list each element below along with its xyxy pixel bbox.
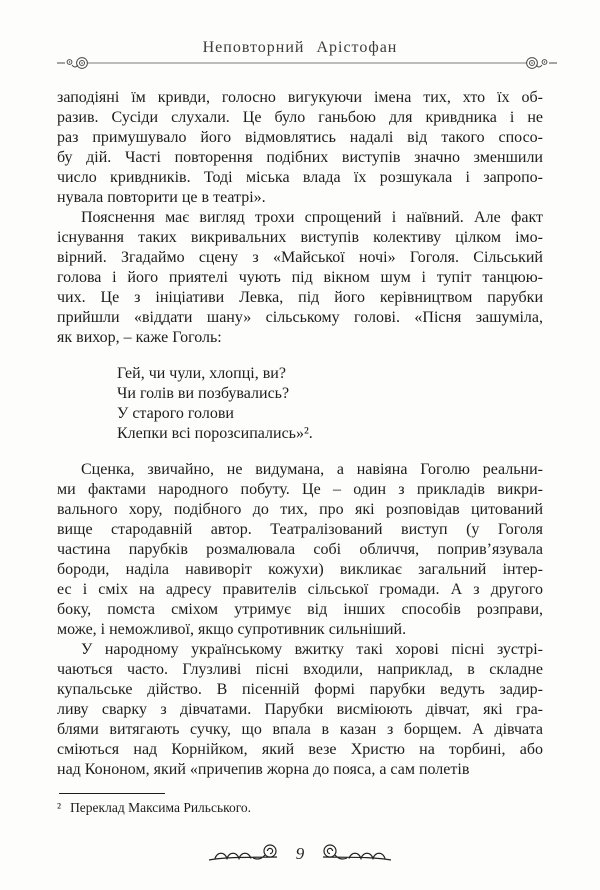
text-line: частина парубків розмалювала собі обличчя, поприв’язувала [57, 541, 543, 558]
verse-line: Клепки всі порозсипались»². [117, 425, 313, 442]
text-line: бу дій. Часті повторення подібних виступів значно зменшили [57, 149, 543, 166]
text-line: ливу сварку з дівчатами. Парубки висміюють дівчат, які гра- [57, 701, 543, 718]
text-line: над Кононом, який «причепив жорна до пояса, а сам полетів [57, 761, 470, 778]
text-line: купальське дійство. В пісенній формі парубки ведуть задир- [57, 681, 543, 698]
header-flourish-left-icon [57, 58, 87, 69]
page-footer [0, 842, 600, 866]
text-line: блями витягають сучку, що впала в казан з борщем. А дівчата [57, 721, 543, 738]
footer-flourish-left-icon [207, 842, 283, 866]
text-line: вального хору, подібного до тих, про які розповідав цитований [57, 501, 543, 518]
verse-line: У старого голови [117, 405, 234, 422]
footer-flourish-right-icon [317, 842, 393, 866]
paragraph [57, 640, 543, 780]
verse-line: Гей, чи чули, хлопці, ви? [117, 365, 286, 382]
paragraph [57, 460, 543, 640]
text-line: боку, помста сміхом утримує від інших способів розправи, [57, 601, 543, 618]
text-line: існування таких викривальних виступів колективу цілком імо- [57, 229, 543, 246]
text-line: раз примушувало його відмовлятись надалі від такого спосо- [57, 129, 543, 146]
running-title: Неповторний Арістофан [202, 39, 398, 56]
text-line: як вихор, – каже Гоголь: [57, 329, 222, 346]
text-line: сміються над Корнійком, який везе Христю на торбині, або [57, 741, 543, 758]
footnote [57, 793, 543, 817]
footnote-text-row [57, 799, 543, 817]
page-number: 9 [295, 844, 305, 863]
header-rule [57, 56, 557, 70]
body-text [57, 88, 543, 780]
text-line: заподіяні їм кривди, голосно вигукуючи імена тих, хто їх об- [57, 89, 543, 106]
text-line: чих. Це з ініціативи Левка, під його керівництвом парубки [57, 289, 543, 306]
header-flourish-right-icon [527, 58, 557, 69]
verse-quote [117, 364, 543, 444]
verse-line: Чи голів ви позбувались? [117, 385, 290, 402]
text-line: У народному українському вжитку такі хорові пісні зустрі- [81, 641, 543, 658]
footnote-text: Переклад Максима Рильського. [70, 800, 252, 815]
text-line: ми фактами народного побуту. Це – один з прикладів викри- [57, 481, 543, 498]
footnote-rule [59, 793, 165, 794]
text-line: вірний. Згадаймо сцену з «Майської ночі» Гоголя. Сільський [57, 249, 543, 266]
text-line: Сценка, звичайно, не видумана, а навіяна Гоголю реальни- [81, 461, 543, 478]
paragraph [57, 88, 543, 208]
paragraph [57, 208, 543, 348]
text-line: чаються часто. Глузливі пісні входили, наприклад, в складне [57, 661, 543, 678]
text-line: прийшли «віддати шану» сільському голові. «Пісня зашуміла, [57, 309, 543, 326]
text-line: голова і його приятелі чують під вікном шум і тупіт танцюю- [57, 269, 543, 286]
text-line: бороди, наділа навиворіт кожухи) викликає загальний інтер- [57, 561, 543, 578]
text-line: вище стародавній автор. Театралізований виступ (у Гоголя [57, 521, 543, 538]
text-line: разив. Сусіди слухали. Це було ганьбою для кривдника і не [57, 109, 543, 126]
footnote-marker: ² [57, 800, 62, 815]
text-line: нувала повторити це в театрі». [57, 189, 266, 206]
text-line: Пояснення має вигляд трохи спрощений і наївний. Але факт [81, 209, 543, 226]
text-line: ес і сміх на адресу правителів сільської громади. А з другого [57, 581, 543, 598]
text-line: число кривдників. Тоді міська влада їх розшукала і запропо- [57, 169, 543, 186]
text-line: може, і неможливої, якщо супротивник сильніший. [57, 621, 407, 638]
